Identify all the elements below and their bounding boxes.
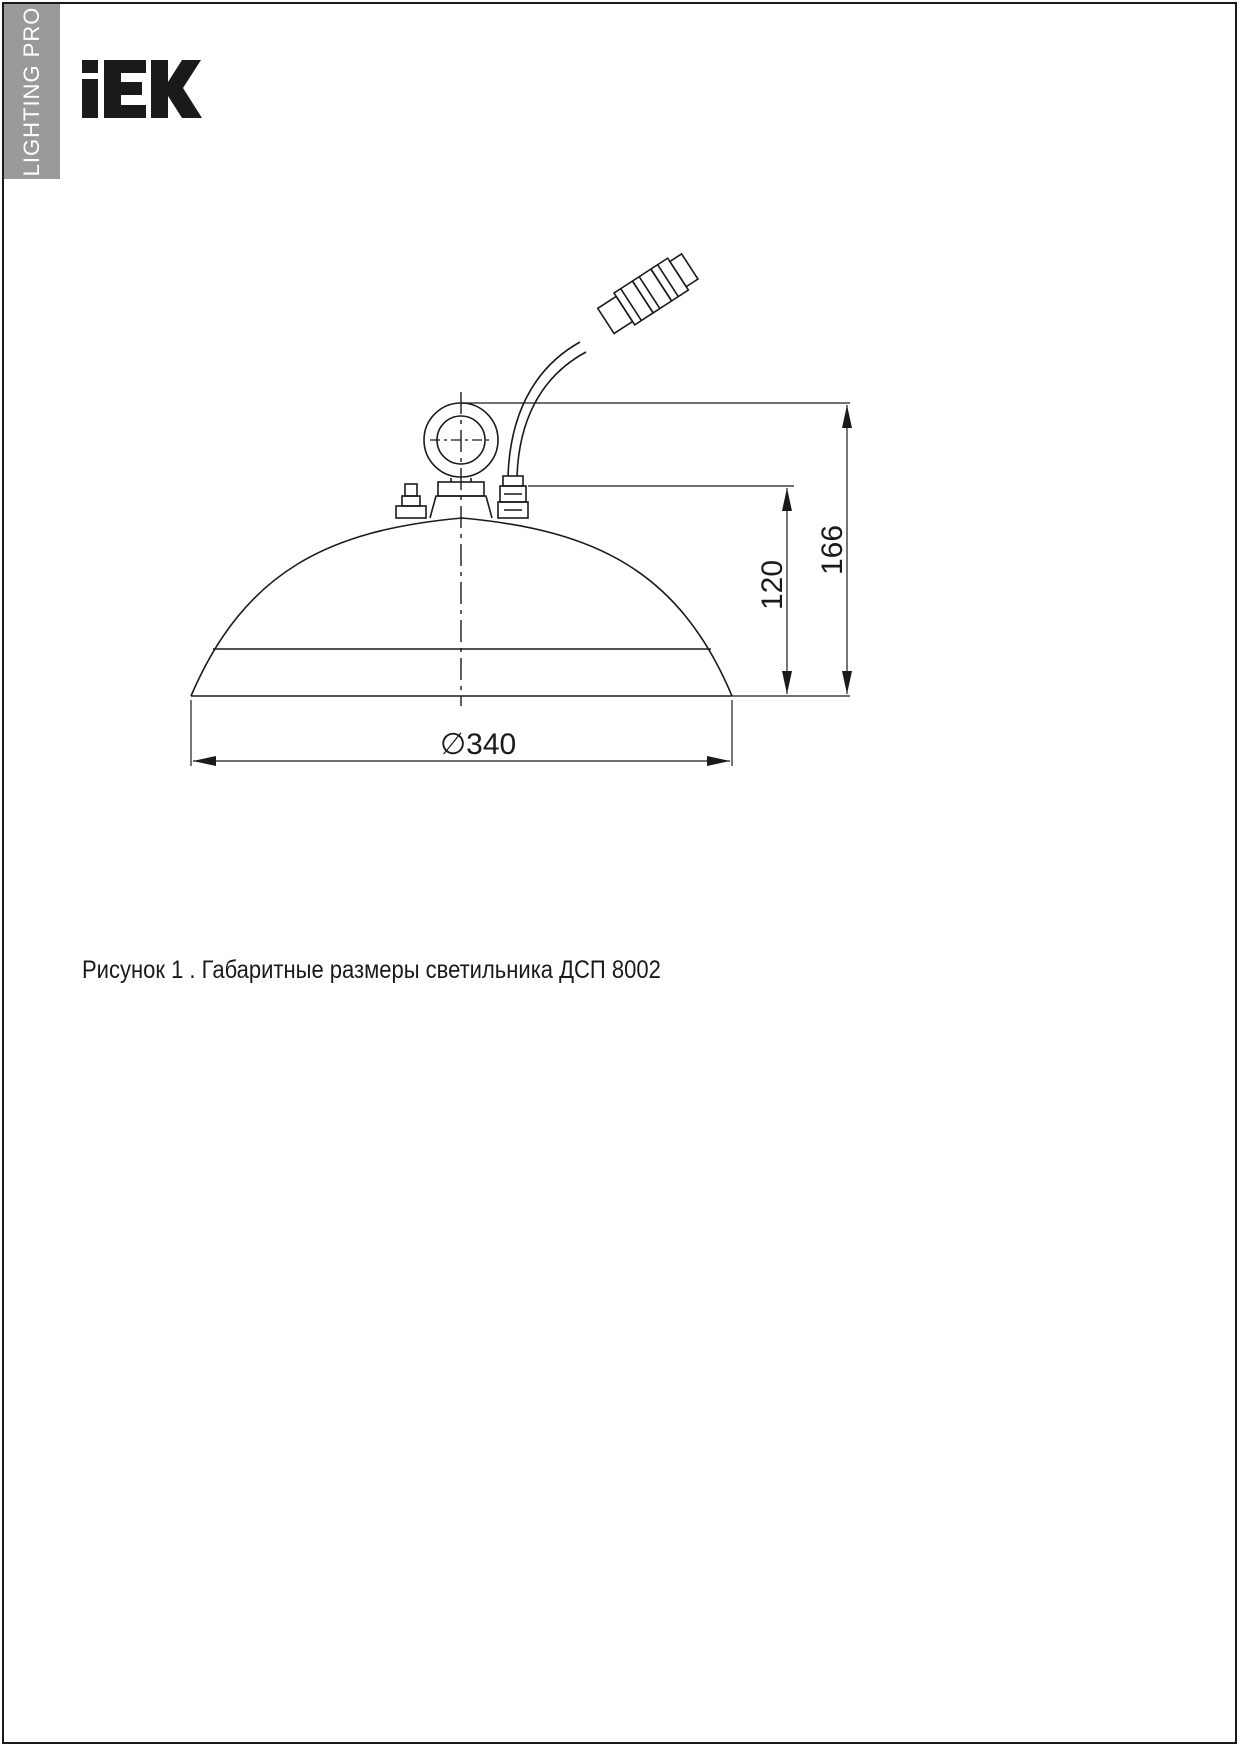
side-tab-label: LIGHTING PRO <box>19 6 44 177</box>
dim-166-label: 166 <box>816 524 849 576</box>
connector <box>596 251 701 337</box>
left-bolt <box>396 506 426 518</box>
dim-diameter-label: ∅340 <box>440 728 517 761</box>
figure-caption: Рисунок 1 . Габаритные размеры светильника ДСП 8002 <box>82 956 661 984</box>
dim-120-label: 120 <box>756 559 789 611</box>
